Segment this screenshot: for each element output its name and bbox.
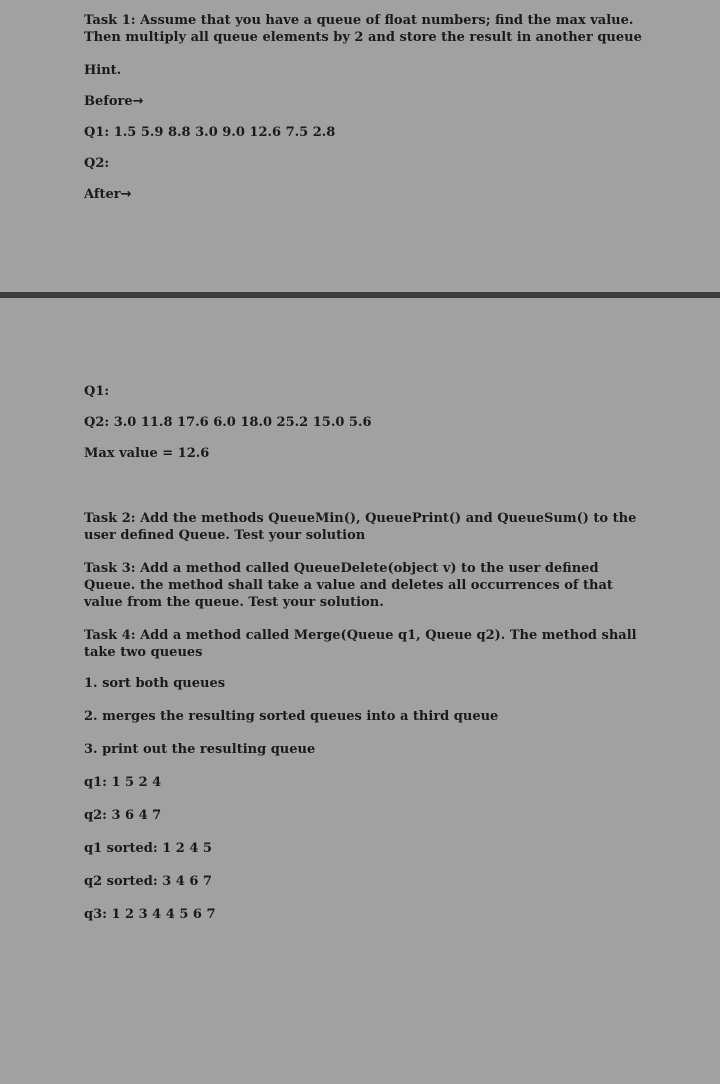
before-label: Before xyxy=(84,94,133,109)
task3-description: Task 3: Add a method called QueueDelete(object v) to the user defined Queue. the method shall take a value and deletes all occurrences of that value from the queue. Test your solution. xyxy=(84,561,613,610)
task1-description: Task 1: Assume that you have a queue of float numbers; find the max value. Then multiply all queue elements by 2 and store the result in another queue xyxy=(84,13,642,45)
task2-description: Task 2: Add the methods QueueMin(), QueuePrint() and QueueSum() to the user defined Queue. Test your solution xyxy=(84,511,637,543)
max-value: Max value = 12.6 xyxy=(84,446,210,461)
right-arrow-icon: → xyxy=(132,94,144,109)
after-label: After xyxy=(84,187,121,202)
hint-label: Hint. xyxy=(84,63,122,78)
example-q1: q1: 1 5 2 4 xyxy=(84,775,162,790)
task4-step: 2. merges the resulting sorted queues into a third queue xyxy=(84,709,499,724)
before-q2: Q2: xyxy=(84,156,110,171)
example-q1-sorted: q1 sorted: 1 2 4 5 xyxy=(84,841,212,856)
page-bottom xyxy=(0,298,720,1084)
task4-step: 1. sort both queues xyxy=(84,676,226,691)
task4-description: Task 4: Add a method called Merge(Queue q1, Queue q2). The method shall take two queues xyxy=(84,628,637,660)
before-q1: Q1: 1.5 5.9 8.8 3.0 9.0 12.6 7.5 2.8 xyxy=(84,125,336,140)
after-q1: Q1: xyxy=(84,384,110,399)
before-heading xyxy=(84,94,144,110)
after-heading xyxy=(84,187,131,203)
right-arrow-icon: → xyxy=(120,187,132,202)
example-q2: q2: 3 6 4 7 xyxy=(84,808,162,823)
example-q2-sorted: q2 sorted: 3 4 6 7 xyxy=(84,874,212,889)
after-q2: Q2: 3.0 11.8 17.6 6.0 18.0 25.2 15.0 5.6 xyxy=(84,415,372,430)
task4-step: 3. print out the resulting queue xyxy=(84,742,316,757)
page-top xyxy=(0,0,720,292)
example-q3: q3: 1 2 3 4 4 5 6 7 xyxy=(84,907,216,922)
